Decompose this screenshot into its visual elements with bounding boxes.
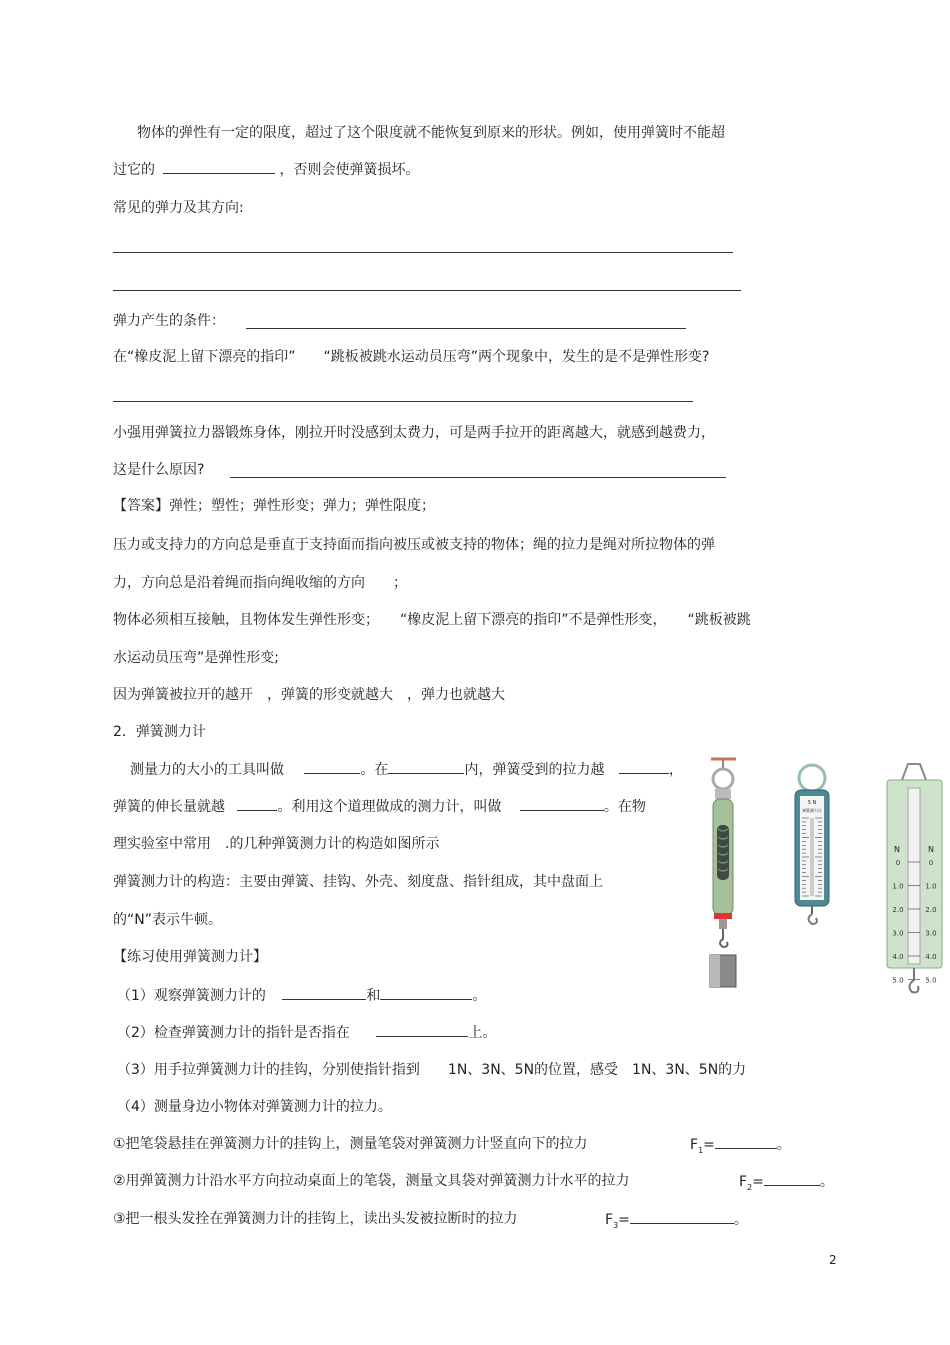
text: 弹簧的伸长量就越 [113,799,225,815]
answer-line[interactable] [246,328,686,329]
dial-label-top: 5 N [807,800,817,806]
conditions-label: 弹力产生的条件： [113,313,225,329]
answer-line-2: 压力或支持力的方向总是垂直于支持面而指向被压或被支持的物体；绳的拉力是绳对所拉物体的弹 [113,537,715,553]
paragraph-elastic-limit-cont [113,160,419,179]
f3-answer [605,1210,748,1235]
period: 。 [733,1212,748,1228]
text: 测量力的大小的工具叫做 [130,762,284,778]
dial-label-bottom: 弹簧测力计 [802,808,822,813]
flat-spring-scale-figure [788,762,838,937]
answer-line-4: 物体必须相互接触，且物体发生弹性形变； “橡皮泥上留下漂亮的指印”不是弹性形变， “跳板被跳 [113,612,751,628]
answer-line[interactable] [113,401,693,402]
blank-zero-point[interactable] [376,1023,468,1037]
blank-force-level[interactable] [619,760,669,774]
question-elastic-deformation: 在“橡皮泥上留下漂亮的指印” “跳板被跳水运动员压弯”两个现象中，发生的是不是弹性形变? [113,349,710,365]
blank-f3[interactable] [630,1210,734,1224]
force-subscript: 2 [747,1182,753,1192]
blank-f1[interactable] [715,1135,777,1149]
text: 内，弹簧受到的拉力越 [464,762,605,778]
text: 。 [472,988,487,1004]
answer-line-3: 力，方向总是沿着绳而指向绳收缩的方向 ； [113,575,407,591]
period: 。 [819,1174,834,1190]
practice-step-3: （3）用手拉弹簧测力计的挂钩，分别使指针指到 1N、3N、5N的位置，感受 1N、3N、5N的力 [117,1062,747,1078]
measurement-1: ①把笔袋悬挂在弹簧测力计的挂钩上，测量笔袋对弹簧测力计竖直向下的拉力 [113,1136,588,1152]
paragraph-dynamometer-4: 弹簧测力计的构造：主要由弹簧、挂钩、外壳、刻度盘、指针组成，其中盘面上 [113,874,603,890]
text: 。在 [360,762,389,778]
paragraph-dynamometer-1 [130,760,683,779]
answer-line[interactable] [113,252,733,253]
plate-spring-scale-figure [880,758,950,1003]
practice-step-4: （4）测量身边小物体对弹簧测力计的拉力。 [117,1099,392,1115]
force-subscript: 3 [613,1220,619,1230]
equals-sign: = [752,1174,764,1190]
force-symbol: F [605,1212,614,1228]
common-forces-label: 常见的弹力及其方向: [113,200,244,216]
unit-label-right: N [928,845,934,854]
page-number: 2 [829,1253,837,1267]
force-symbol: F [690,1137,699,1153]
blank-elastic-limit[interactable] [163,160,275,174]
tick-label-left: 4.0 [892,953,904,961]
practice-step-2 [117,1023,496,1042]
tick-label-right: 5.0 [925,976,937,985]
text: （2）检查弹簧测力计的指针是否指在 [117,1025,350,1041]
practice-step-1 [117,986,486,1005]
answer-line[interactable] [230,477,726,478]
tick-label-left: 5.0 [892,976,904,985]
blank-tool-name[interactable] [304,760,360,774]
text: ，否则会使弹簧损坏。 [279,162,420,178]
equals-sign: = [703,1137,715,1153]
blank-observe-2[interactable] [380,986,472,1000]
answer-line-1: 【答案】弹性；塑性；弹性形变；弹力；弹性限度； [113,498,435,514]
answer-line-6: 因为弹簧被拉开的越开 ，弹簧的形变就越大 ，弹力也就越大 [113,687,505,703]
text: 过它的 [113,162,155,178]
measurement-2: ②用弹簧测力计沿水平方向拉动桌面上的笔袋，测量文具袋对弹簧测力计水平的拉力 [113,1173,630,1189]
paragraph-dynamometer-5: 的“N”表示牛顿。 [113,912,222,928]
question-spring-exerciser-cont: 这是什么原因? [113,462,205,478]
text: 上。 [468,1025,497,1041]
blank-f2[interactable] [764,1172,820,1186]
text: ， [668,762,683,778]
f2-answer [739,1172,834,1197]
answer-line-5: 水运动员压弯”是弹性形变; [113,650,279,666]
text: 。利用这个道理做成的测力计，叫做 [277,799,502,815]
tick-label-right: 2.0 [925,906,937,914]
period: 。 [776,1137,791,1153]
blank-instrument-name[interactable] [520,797,604,811]
text: （1）观察弹簧测力计的 [117,988,266,1004]
question-spring-exerciser: 小强用弹簧拉力器锻炼身体，刚拉开时没感到太费力，可是两手拉开的距离越大，就感到越费力， [113,425,715,441]
tick-label-left: 2.0 [892,906,904,914]
force-subscript: 1 [698,1145,704,1155]
text: 。在物 [603,799,646,815]
cylinder-spring-scale-figure [700,755,750,990]
blank-extension[interactable] [237,797,277,811]
force-symbol: F [739,1174,748,1190]
unit-label-left: N [894,845,900,854]
tick-label-right: 4.0 [925,953,937,961]
tick-label-left: 0 [895,859,901,867]
blank-range[interactable] [388,760,464,774]
section-heading: 2．弹簧测力计 [113,724,206,740]
tick-label-left: 3.0 [892,929,904,938]
f1-answer [690,1135,791,1160]
tick-label-left: 1.0 [892,882,904,891]
tick-label-right: 1.0 [925,882,937,891]
practice-heading: 【练习使用弹簧测力计】 [113,949,267,965]
paragraph-dynamometer-3: 理实验室中常用 .的几种弹簧测力计的构造如图所示 [113,836,440,852]
paragraph-elastic-limit: 物体的弹性有一定的限度，超过了这个限度就不能恢复到原来的形状。例如，使用弹簧时不能超 [137,125,725,141]
answer-line[interactable] [113,290,741,291]
measurement-3: ③把一根头发拴在弹簧测力计的挂钩上，读出头发被拉断时的拉力 [113,1211,518,1227]
text: 和 [366,988,381,1004]
paragraph-dynamometer-2 [113,797,646,816]
equals-sign: = [618,1212,630,1228]
tick-label-right: 0 [928,859,934,867]
blank-observe-1[interactable] [282,986,366,1000]
tick-label-right: 3.0 [925,929,937,938]
